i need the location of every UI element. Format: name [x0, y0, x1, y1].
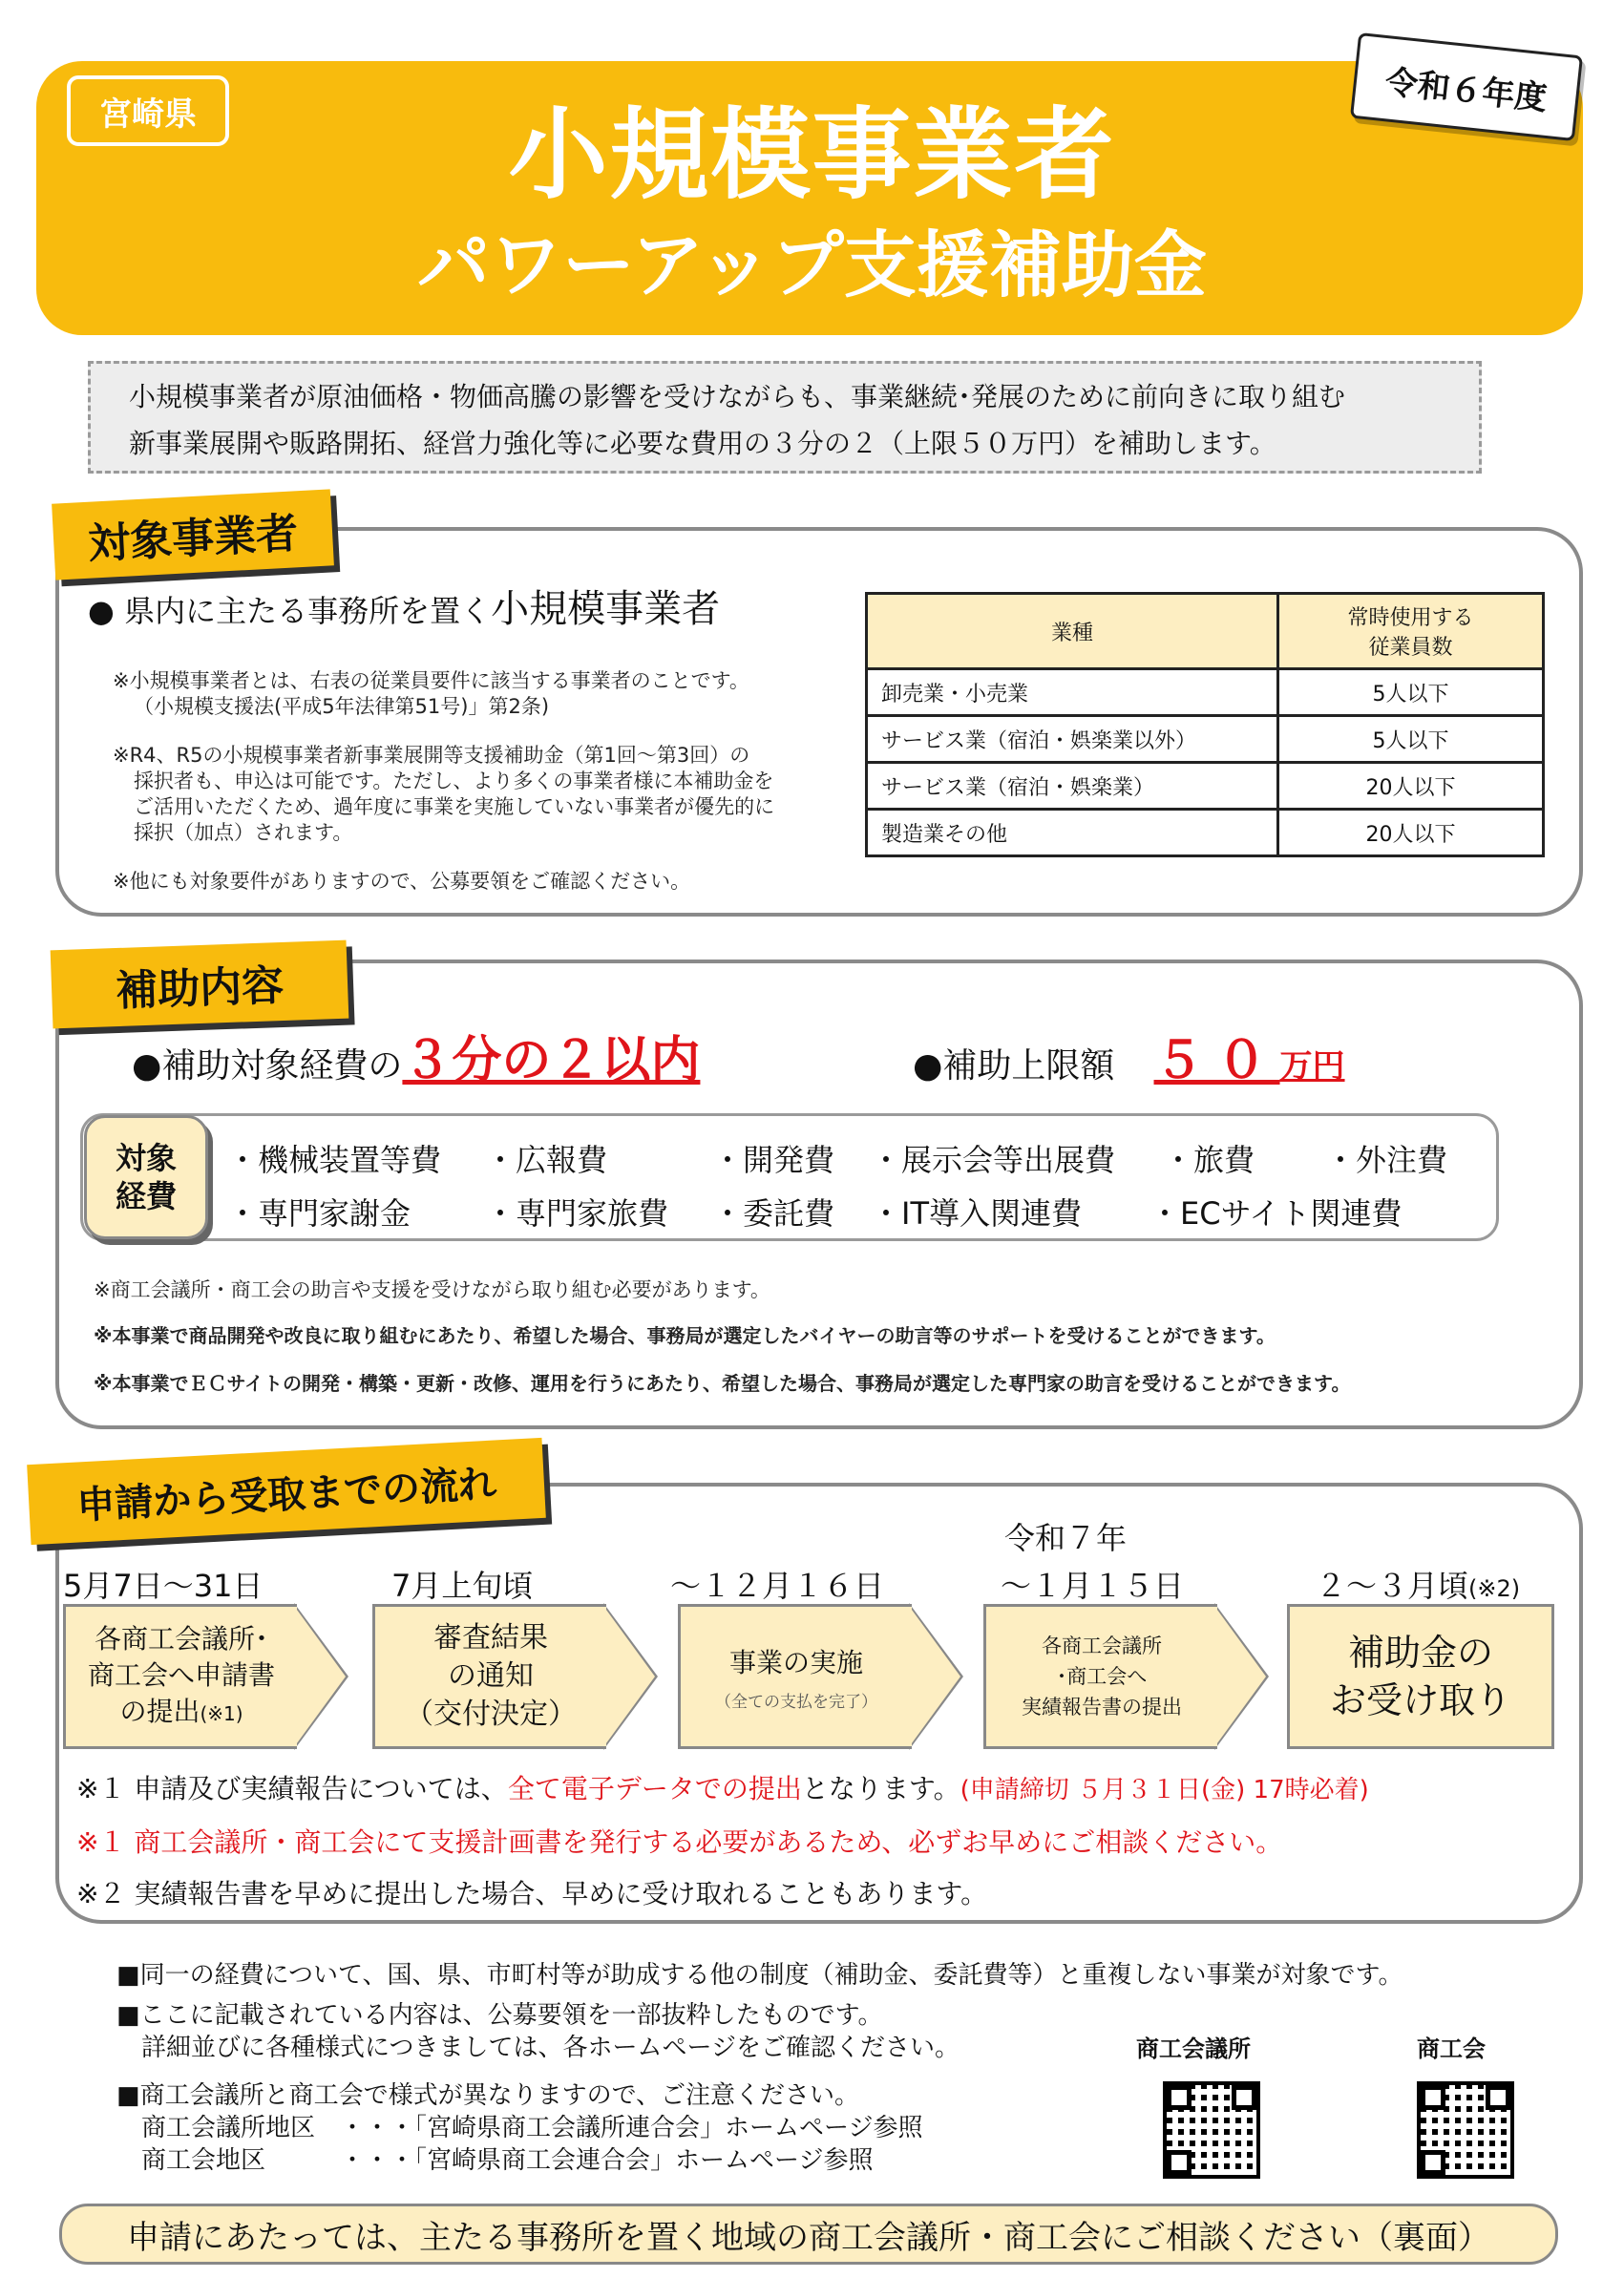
footer-line2: ■ここに記載されている内容は、公募要領を一部抜粋したものです。: [116, 2001, 883, 2030]
flow-step5-date-sup: (※2): [1468, 1575, 1521, 1602]
expense-item: ・機械装置等費: [227, 1142, 442, 1178]
flow-step5-date-text: ２～３月頃: [1316, 1568, 1469, 1604]
expenses-label-line2: 経費: [115, 1178, 177, 1214]
subsidy-cap: [913, 1020, 1345, 1091]
target-note2-line2: 採択者も、申込は可能です。ただし、より多くの事業者様に本補助金を: [134, 770, 774, 792]
subsidy-cap-unit: 万円: [1279, 1047, 1345, 1086]
flow-step5-line2: お受け取り: [1329, 1679, 1511, 1721]
flow-step5-date: [1316, 1562, 1520, 1606]
table-header-row: [867, 594, 1544, 669]
flow-step1: [63, 1604, 297, 1749]
subsidy-cap-value: ５０: [1153, 1032, 1280, 1089]
flow-step5: [1287, 1604, 1554, 1749]
expense-item: ・ECサイト関連費: [1149, 1195, 1403, 1232]
flow-step1-line2: 商工会へ申請書: [87, 1659, 275, 1691]
table-header-employees-line1: 常時使用する: [1347, 606, 1474, 630]
prefecture-badge: 宮崎県: [67, 75, 229, 146]
qr-code-icon[interactable]: [1163, 2081, 1260, 2179]
table-cell-industry: 製造業その他: [867, 810, 1278, 856]
table-row: [867, 669, 1544, 716]
flow-step4-line3: 実績報告書の提出: [1022, 1696, 1182, 1719]
expense-item: ・旅費: [1163, 1142, 1255, 1178]
table-row: [867, 810, 1544, 856]
flow-step2: [372, 1604, 606, 1749]
target-note2-line4: 採択（加点）されます。: [134, 821, 353, 844]
flow-step4-line2: ･商工会へ: [1056, 1665, 1148, 1688]
target-note2-line1: ※R4、R5の小規模事業者新事業展開等支援補助金（第1回～第3回）の: [113, 744, 750, 767]
bottom-banner: 申請にあたっては、主たる事務所を置く地域の商工会議所・商工会にご相談ください（裏面）: [59, 2204, 1558, 2265]
target-note3: ※他にも対象要件がありますので、公募要領をご確認ください。: [113, 870, 691, 893]
subsidy-rate: [132, 1020, 700, 1091]
target-note1-line1: ※小規模事業者とは、右表の従業員要件に該当する事業者のことです。: [113, 669, 749, 692]
qr-code-icon[interactable]: [1417, 2081, 1514, 2179]
footer-line6: 商工会地区 ・・・「宮崎県商工会連合会」ホームページ参照: [141, 2146, 874, 2175]
flow-note1-mid: となります。: [801, 1773, 960, 1804]
expense-item: ・専門家謝金: [227, 1195, 411, 1232]
table-cell-employees: 20人以下: [1278, 763, 1544, 810]
target-note1-line2: （小規模支援法(平成5年法律第51号)」第2条): [134, 695, 550, 718]
flow-step4: [983, 1604, 1217, 1749]
table-header-employees: [1278, 594, 1544, 669]
flow-label: 申請から受取までの流れ: [27, 1438, 546, 1545]
table-cell-employees: 5人以下: [1278, 716, 1544, 763]
flow-step3-sub: （全ての支払を完了）: [715, 1692, 877, 1712]
target-note2: [113, 743, 774, 846]
footer-line3: 詳細並びに各種様式につきましては、各ホームページをご確認ください。: [141, 2034, 960, 2062]
flow-step1-line3: の提出: [119, 1696, 200, 1727]
expense-item: ・専門家旅費: [485, 1195, 669, 1232]
qr2-label: 商工会: [1417, 2035, 1486, 2062]
subsidy-rate-prefix: ●補助対象経費の: [132, 1046, 403, 1086]
title-line2: パワーアップ支援補助金: [417, 222, 1207, 307]
target-note2-line3: ご活用いただくため、過年度に事業を実施していない事業者が優先的に: [134, 795, 775, 818]
flow-step1-line1: 各商工会議所･: [94, 1623, 268, 1655]
flow-arrow: [1214, 1606, 1266, 1747]
employee-requirement-table: [865, 592, 1545, 857]
footer-line4: ■商工会議所と商工会で様式が異なりますので、ご注意ください。: [116, 2081, 860, 2110]
flow-arrow: [909, 1606, 960, 1747]
expense-item: ・委託費: [712, 1195, 835, 1232]
flow-step1-sup: (※1): [200, 1702, 243, 1725]
flow-arrow: [603, 1606, 655, 1747]
table-cell-employees: 20人以下: [1278, 810, 1544, 856]
year-badge: 令和６年度: [1350, 32, 1583, 141]
flow-step4-date: ～１月１５日: [1001, 1568, 1185, 1604]
table-header-employees-line2: 従業員数: [1368, 636, 1453, 660]
flow-note1-deadline: (申請締切 ５月３１日(金) 17時必着): [960, 1776, 1369, 1804]
target-label: 対象事業者: [52, 489, 334, 580]
intro-line1: 小規模事業者が原油価格・物価高騰の影響を受けながらも、事業継続･発展のために前向きに取り組む: [129, 381, 1346, 412]
expense-item: ・展示会等出展費: [871, 1142, 1116, 1178]
flow-step2-line1: 審査結果: [433, 1621, 548, 1655]
flow-step1-date: 5月7日～31日: [63, 1568, 264, 1604]
flow-step5-line1: 補助金の: [1347, 1632, 1493, 1674]
flow-note2-emph: 商工会議所・商工会にて支援計画書を発行する必要があるため、必ずお早めにご相談ください。: [134, 1826, 1283, 1858]
expenses-label: [84, 1115, 208, 1239]
title-line1: 小規模事業者: [508, 96, 1116, 213]
subsidy-note3: ※本事業でＥＣサイトの開発・構築・更新・改修、運用を行うにあたり、希望した場合、事務局が選定した専門家の助言を受けることができます。: [94, 1372, 1351, 1395]
table-cell-industry: サービス業（宿泊・娯楽業）: [867, 763, 1278, 810]
expense-item: ・広報費: [485, 1142, 608, 1178]
table-cell-industry: サービス業（宿泊・娯楽業以外）: [867, 716, 1278, 763]
flow-note2-prefix: ※１: [76, 1826, 135, 1858]
flow-note2: [76, 1822, 1282, 1860]
subsidy-note1: ※商工会議所・商工会の助言や支援を受けながら取り組む必要があります。: [94, 1278, 770, 1301]
expense-item: ・外注費: [1325, 1142, 1448, 1178]
flow-step3-line1: 事業の実施: [728, 1646, 863, 1678]
flow-arrow: [294, 1606, 346, 1747]
table-row: [867, 763, 1544, 810]
flow-note3: ※２ 実績報告書を早めに提出した場合、早めに受け取れることもあります。: [76, 1878, 988, 1909]
expense-item: ・IT導入関連費: [871, 1195, 1082, 1232]
footer-line5: 商工会議所地区 ・・・「宮崎県商工会議所連合会」ホームページ参照: [141, 2114, 923, 2142]
intro-box: [88, 361, 1482, 474]
table-row: [867, 716, 1544, 763]
expense-item: ・開発費: [712, 1142, 835, 1178]
subsidy-label: 補助内容: [51, 940, 349, 1029]
qr1-label: 商工会議所: [1136, 2035, 1251, 2062]
table-cell-industry: 卸売業・小売業: [867, 669, 1278, 716]
flow-note1: [76, 1768, 1369, 1806]
flow-step2-line3: （交付決定）: [405, 1698, 577, 1731]
flow-era-label: 令和７年: [1004, 1520, 1128, 1556]
flow-step3-date: ～１２月１６日: [670, 1568, 885, 1604]
expenses-label-line1: 対象: [115, 1140, 177, 1176]
subsidy-cap-prefix: ●補助上限額: [913, 1046, 1115, 1086]
flow-step4-line1: 各商工会議所: [1042, 1635, 1162, 1657]
footer-line1: ■同一の経費について、国、県、市町村等が助成する他の制度（補助金、委託費等）と重複しない事業が対象です。: [116, 1961, 1403, 1990]
flow-step2-date: 7月上旬頃: [391, 1568, 534, 1604]
flow-note1-emph: 全て電子データでの提出: [507, 1773, 802, 1804]
flow-step2-line2: の通知: [448, 1659, 534, 1693]
target-bullet-prefix: ● 県内に主たる事務所を置く: [88, 593, 492, 629]
intro-line2: 新事業展開や販路開拓、経営力強化等に必要な費用の３分の２（上限５０万円）を補助します。: [129, 428, 1276, 459]
table-header-industry: 業種: [867, 594, 1278, 669]
subsidy-rate-value: ３分の２以内: [402, 1032, 701, 1089]
target-bullet: [88, 579, 720, 633]
target-note1: [113, 668, 749, 720]
target-bullet-emph: 小規模事業者: [491, 587, 721, 631]
flow-note1-prefix: ※１ 申請及び実績報告については、: [76, 1773, 508, 1804]
subsidy-note2: ※本事業で商品開発や改良に取り組むにあたり、希望した場合、事務局が選定したバイヤーの助言等のサポートを受けることができます。: [94, 1324, 1276, 1347]
flow-step3: [678, 1604, 912, 1749]
table-cell-employees: 5人以下: [1278, 669, 1544, 716]
